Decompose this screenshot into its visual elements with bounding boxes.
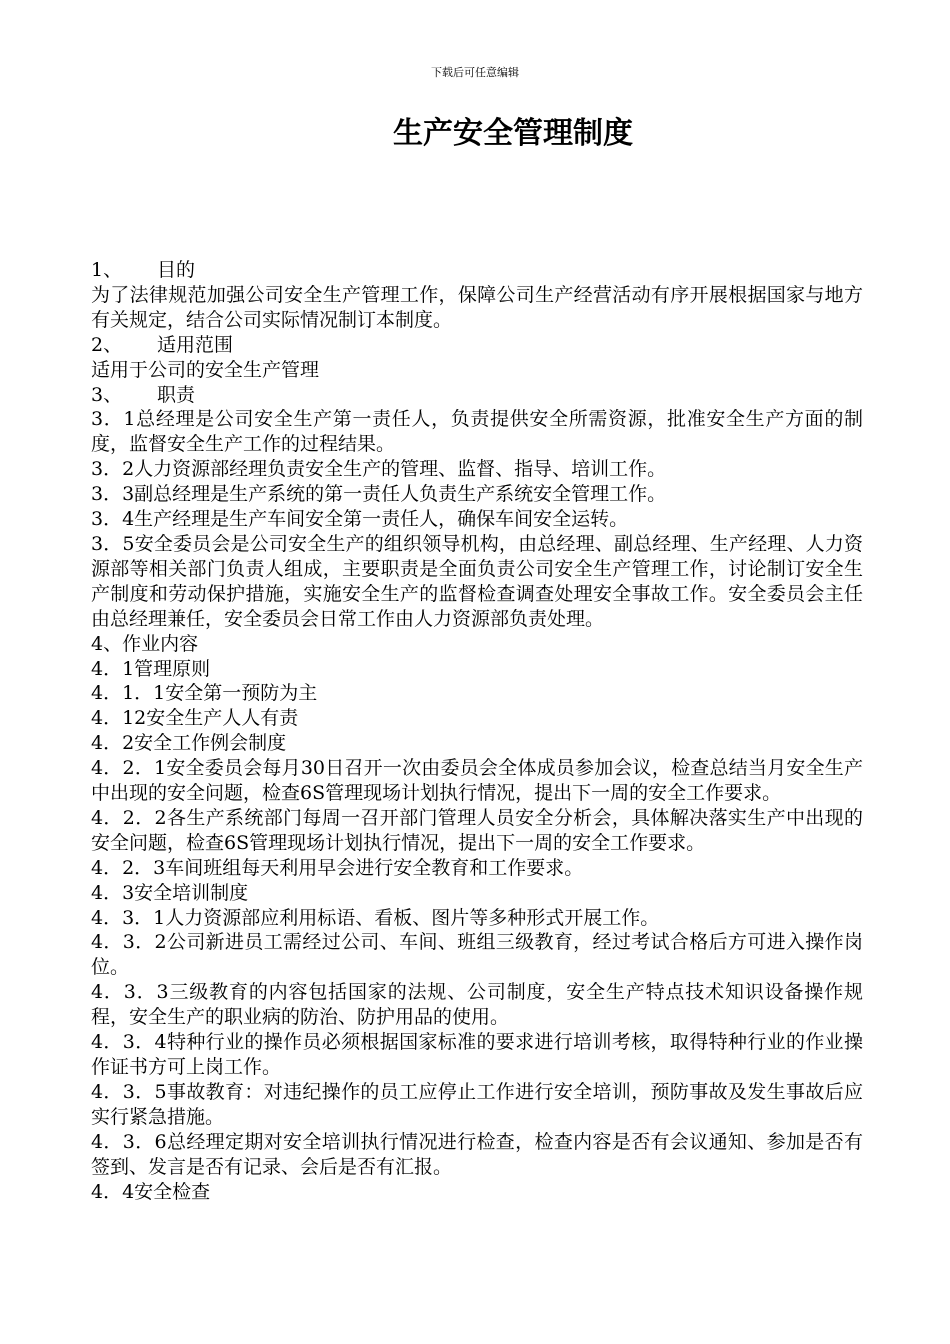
paragraph: 4．12安全生产人人有责: [91, 707, 299, 730]
section-number: 1、: [91, 259, 123, 281]
section-heading-duties: [91, 383, 863, 408]
paragraph: 4．2安全工作例会制度: [91, 732, 287, 755]
paragraph: 4．3．1人力资源部应利用标语、看板、图片等多种形式开展工作。: [91, 906, 660, 929]
paragraph: 3．2人力资源部经理负责安全生产的管理、监督、指导、培训工作。: [91, 458, 667, 481]
section-heading-purpose: [91, 258, 863, 283]
section-title: 职责: [157, 383, 196, 406]
paragraph: 4．3安全培训制度: [91, 881, 249, 904]
paragraph: 4、作业内容: [91, 632, 199, 655]
section-number: 2、: [91, 333, 123, 356]
paragraph: 4．2．3车间班组每天利用早会进行安全教育和工作要求。: [91, 856, 584, 879]
paragraph: 4．1管理原则: [91, 657, 211, 680]
paragraph: 4．3．4特种行业的操作员必须根据国家标准的要求进行培训考核，取得特种行业的作业操作证书方可上岗工作。: [91, 1031, 863, 1078]
paragraph: 3．5安全委员会是公司安全生产的组织领导机构，由总经理、副总经理、生产经理、人力资源部等相关部门负责人组成，主要职责是全面负责公司安全生产管理工作，讨论制订安全生产制度和劳动保护措施，实施安全生产的监督检查调查处理安全事故工作。安全委员会主任由总经理兼任，安全委员会日常工作由人力资源部负责处理。: [91, 532, 863, 630]
header-note: 下载后可任意编辑: [431, 66, 519, 79]
section-paragraph: 为了法律规范加强公司安全生产管理工作，保障公司生产经营活动有序开展根据国家与地方有关规定，结合公司实际情况制订本制度。: [91, 283, 863, 331]
document-title: 生产安全管理制度: [393, 116, 633, 151]
paragraph: 4．3．5事故教育：对违纪操作的员工应停止工作进行安全培训，预防事故及发生事故后应实行紧急措施。: [91, 1080, 863, 1128]
section-number: 3、: [91, 383, 123, 406]
section-heading-scope: [91, 333, 863, 358]
paragraph: 4．3．3三级教育的内容包括国家的法规、公司制度，安全生产特点技术知识设备操作规程，安全生产的职业病的防治、防护用品的使用。: [91, 981, 863, 1029]
paragraph: 4．4安全检查: [91, 1180, 211, 1203]
paragraph: 4．2．2各生产系统部门每周一召开部门管理人员安全分析会，具体解决落实生产中出现的安全问题，检查6S管理现场计划执行情况，提出下一周的安全工作要求。: [91, 806, 863, 854]
section-title: 目的: [157, 259, 196, 281]
paragraph: 4．3．2公司新进员工需经过公司、车间、班组三级教育，经过考试合格后方可进入操作岗位。: [91, 931, 863, 979]
section-paragraph: 适用于公司的安全生产管理: [91, 358, 320, 381]
paragraph: 4．2．1安全委员会每月30日召开一次由委员会全体成员参加会议，检查总结当月安全生产中出现的安全问题，检查6S管理现场计划执行情况，提出下一周的安全工作要求。: [91, 757, 863, 805]
paragraph: 4．1．1安全第一预防为主: [91, 682, 318, 705]
document-body: [91, 258, 863, 1204]
paragraph: 4．3．6总经理定期对安全培训执行情况进行检查，检查内容是否有会议通知、参加是否有签到、发言是否有记录、会后是否有汇报。: [91, 1130, 863, 1178]
paragraph: 3．1总经理是公司安全生产第一责任人，负责提供安全所需资源，批准安全生产方面的制度，监督安全生产工作的过程结果。: [91, 408, 863, 456]
paragraph: 3．3副总经理是生产系统的第一责任人负责生产系统安全管理工作。: [91, 483, 667, 506]
section-title: 适用范围: [157, 333, 234, 356]
paragraph: 3．4生产经理是生产车间安全第一责任人，确保车间安全运转。: [91, 508, 629, 531]
